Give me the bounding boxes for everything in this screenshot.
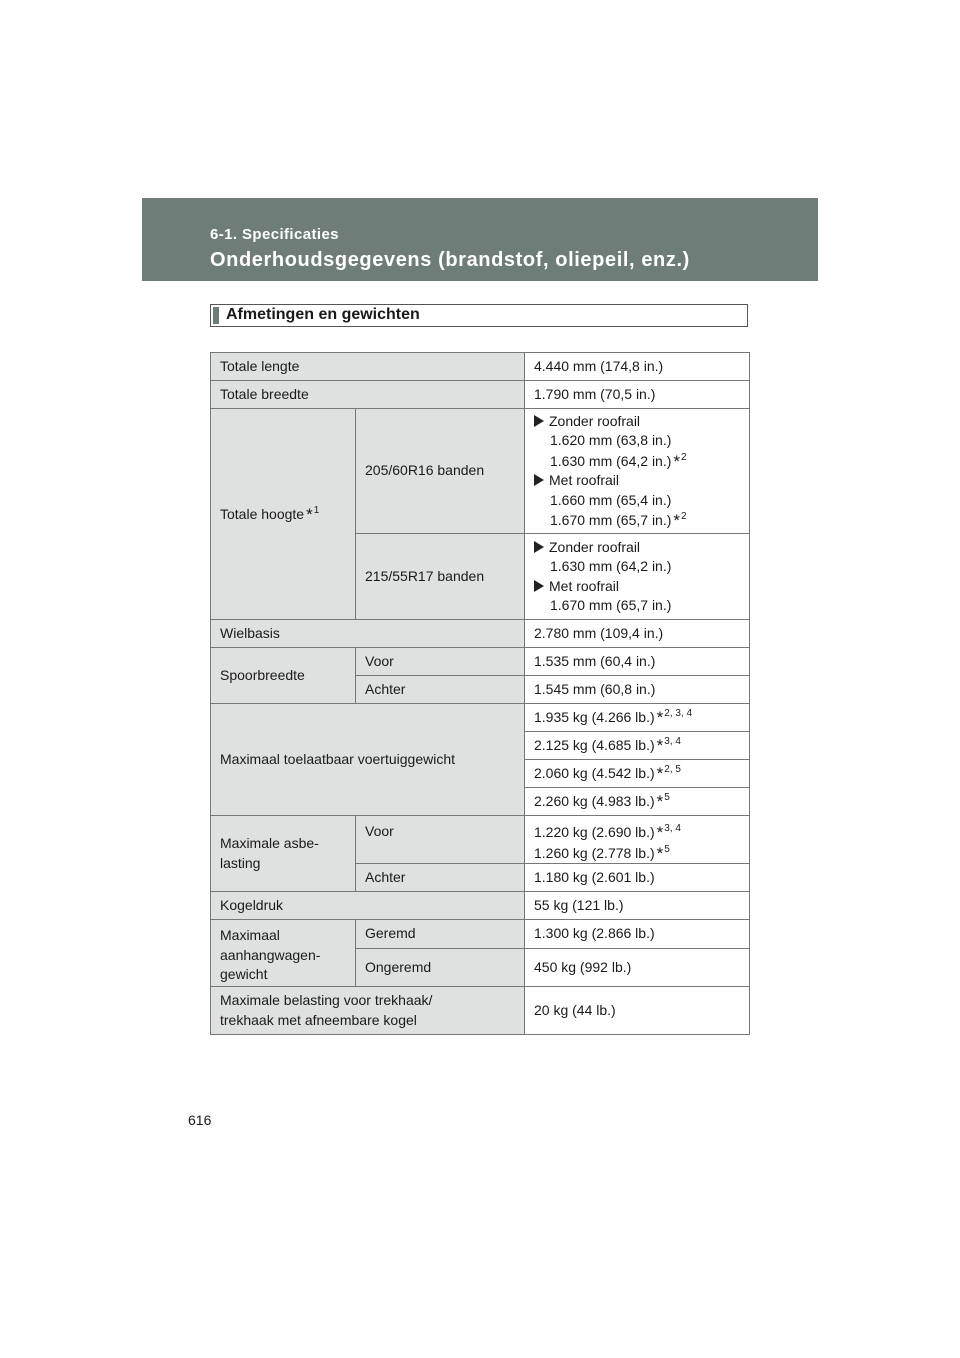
value-text: 1.260 kg (2.778 lb.) <box>534 844 655 861</box>
sub-label: Achter <box>356 864 525 892</box>
chapter-title: Onderhoudsgegevens (brandstof, oliepeil, enz.) <box>210 249 690 271</box>
row-value: 450 kg (992 lb.) <box>525 949 750 987</box>
value-text: 2.060 kg (4.542 lb.) <box>534 765 655 782</box>
row-value: 1.180 kg (2.601 lb.) <box>525 864 750 892</box>
table-row <box>211 816 750 864</box>
row-value <box>525 788 750 816</box>
label-line: Maximale belasting voor trekhaak/ <box>220 992 433 1008</box>
footnote-ref: 1 <box>313 504 320 516</box>
table-row <box>211 381 750 409</box>
footnote-ref: 3, 4 <box>664 736 681 748</box>
footnote-star-icon: * <box>306 504 313 524</box>
value-text: 1.935 kg (4.266 lb.) <box>534 709 655 726</box>
value-line <box>534 510 740 531</box>
footnote-ref: 2, 3, 4 <box>664 708 693 720</box>
footnote-star-icon: * <box>673 451 681 471</box>
heading-bar <box>213 307 219 324</box>
footnote-star-icon: * <box>656 823 664 842</box>
footnote-star-icon: * <box>656 736 664 756</box>
option-label: Met roofrail <box>549 472 620 488</box>
value-line: 1.660 mm (65,4 in.) <box>550 491 672 508</box>
sub-label: Voor <box>356 816 525 864</box>
sub-label: Geremd <box>356 920 525 949</box>
label-line: trekhaak met afneembare kogel <box>220 1011 417 1028</box>
label-line: lasting <box>220 854 261 871</box>
row-label-text: Totale hoogte <box>220 505 305 522</box>
sub-label: Voor <box>356 648 525 676</box>
label-line: aanhangwagen- <box>220 946 321 963</box>
row-value: 1.545 mm (60,8 in.) <box>525 676 750 704</box>
row-value: 55 kg (121 lb.) <box>525 892 750 920</box>
value-line: 1.670 mm (65,7 in.) <box>550 597 672 613</box>
footnote-star-icon: * <box>656 708 664 728</box>
footnote-ref: 2 <box>681 511 687 522</box>
footnote-ref: 2 <box>681 451 687 463</box>
table-row <box>211 892 750 920</box>
footnote-ref: 2, 5 <box>664 764 681 776</box>
value-text: 1.630 mm (64,2 in.) <box>550 452 672 469</box>
row-value <box>525 732 750 760</box>
sub-label: 215/55R17 banden <box>356 534 525 620</box>
subsection-title: Afmetingen en gewichten <box>226 306 420 323</box>
label-line: Maximaal <box>220 927 280 943</box>
sub-label: Achter <box>356 676 525 704</box>
option-label: Met roofrail <box>549 577 620 594</box>
row-label <box>211 816 356 892</box>
row-label <box>211 987 525 1035</box>
value-text: 2.125 kg (4.685 lb.) <box>534 737 655 754</box>
row-label: Kogeldruk <box>211 892 525 920</box>
table-row <box>211 648 750 676</box>
row-label <box>211 920 356 987</box>
bullet-triangle-icon <box>534 580 544 592</box>
value-line: 1.620 mm (63,8 in.) <box>550 432 672 448</box>
bullet-triangle-icon <box>534 541 544 553</box>
value-line: 1.630 mm (64,2 in.) <box>550 558 672 574</box>
row-value <box>525 704 750 732</box>
row-value: 1.790 mm (70,5 in.) <box>525 381 750 409</box>
footnote-ref: 5 <box>664 843 670 855</box>
chapter-header <box>142 198 818 281</box>
row-value <box>525 534 750 620</box>
bullet-triangle-icon <box>534 474 544 486</box>
label-line: Maximale asbe- <box>220 835 319 851</box>
page-number: 616 <box>188 1112 212 1128</box>
footnote-star-icon: * <box>656 764 664 784</box>
footnote-star-icon: * <box>673 511 681 530</box>
row-value <box>525 760 750 788</box>
table-row <box>211 620 750 648</box>
row-label: Wielbasis <box>211 620 525 648</box>
value-text: 2.260 kg (4.983 lb.) <box>534 793 655 810</box>
table-row <box>211 704 750 732</box>
table-row <box>211 353 750 381</box>
option-label: Zonder roofrail <box>549 538 641 555</box>
footnote-star-icon: * <box>656 843 664 863</box>
label-line: gewicht <box>220 966 268 982</box>
table-row <box>211 409 750 534</box>
table-row <box>211 920 750 949</box>
footnote-ref: 3, 4 <box>664 823 681 834</box>
subsection-heading <box>210 304 748 327</box>
row-label: Totale lengte <box>211 353 525 381</box>
row-label: Spoorbreedte <box>211 648 356 704</box>
value-text: 1.220 kg (2.690 lb.) <box>534 824 655 840</box>
row-value: 1.300 kg (2.866 lb.) <box>525 920 750 949</box>
value-text: 1.670 mm (65,7 in.) <box>550 512 672 528</box>
row-value <box>525 816 750 864</box>
option-label: Zonder roofrail <box>549 412 641 429</box>
specifications-table <box>210 352 750 1035</box>
row-value: 20 kg (44 lb.) <box>525 987 750 1035</box>
row-value: 4.440 mm (174,8 in.) <box>525 353 750 381</box>
bullet-triangle-icon <box>534 415 544 427</box>
row-label: Totale breedte <box>211 381 525 409</box>
footnote-star-icon: * <box>656 792 664 812</box>
row-value: 2.780 mm (109,4 in.) <box>525 620 750 648</box>
row-label: Maximaal toelaatbaar voertuiggewicht <box>211 704 525 816</box>
sub-label: Ongeremd <box>356 949 525 987</box>
value-line <box>534 451 740 472</box>
row-value: 1.535 mm (60,4 in.) <box>525 648 750 676</box>
section-number: 6-1. Specificaties <box>210 226 339 243</box>
table-row <box>211 987 750 1035</box>
sub-label: 205/60R16 banden <box>356 409 525 534</box>
row-value <box>525 409 750 534</box>
row-label <box>211 409 356 620</box>
footnote-ref: 5 <box>664 792 670 804</box>
